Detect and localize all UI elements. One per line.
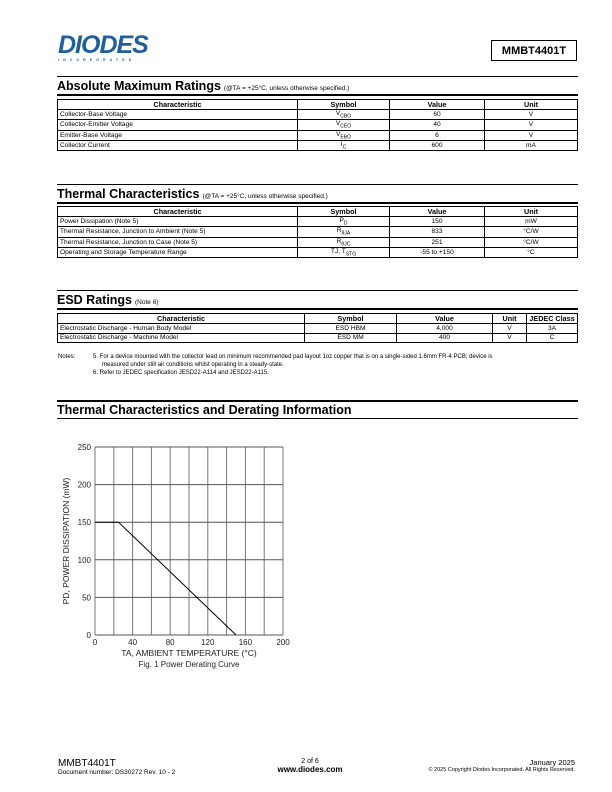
thermal-title bbox=[57, 187, 328, 201]
column-header: Characteristic bbox=[58, 207, 298, 217]
y-tick-label: 250 bbox=[77, 443, 91, 452]
x-tick-label: 80 bbox=[165, 638, 175, 647]
column-header: Characteristic bbox=[58, 100, 298, 110]
symbol-subscript: EBO bbox=[340, 133, 351, 140]
y-tick-label: 50 bbox=[82, 593, 91, 603]
cell-unit: °C bbox=[485, 247, 578, 257]
cell-unit: V bbox=[485, 130, 578, 140]
x-tick-label: 200 bbox=[276, 638, 290, 647]
x-tick-label: 40 bbox=[128, 638, 138, 647]
cell-value: 60 bbox=[390, 110, 485, 120]
symbol-main: R bbox=[336, 237, 342, 245]
notes-label: Notes: bbox=[58, 354, 76, 360]
table-header-row bbox=[58, 314, 578, 324]
table-row bbox=[58, 333, 578, 343]
note-5: 5. For a device mounted with the collector lead on minimum recommended pad layout 1oz copper that is on a single-sided 1.6mm FR-4 PCB; device is bbox=[93, 354, 493, 360]
symbol-subscript: D bbox=[343, 220, 348, 227]
symbol-main: V bbox=[336, 130, 341, 138]
footer-website[interactable]: www.diodes.com bbox=[277, 765, 343, 774]
x-axis-label: TA, AMBIENT TEMPERATURE (°C) bbox=[121, 648, 257, 658]
cell-symbol bbox=[298, 140, 390, 150]
cell-characteristic: Power Dissipation (Note 5) bbox=[58, 217, 298, 227]
cell-characteristic: Thermal Resistance, Junction to Ambient (Note 5) bbox=[58, 227, 298, 237]
footer-center bbox=[260, 758, 360, 774]
cell-characteristic: Collector-Base Voltage bbox=[58, 110, 298, 120]
series-line-pd bbox=[95, 522, 236, 635]
symbol-main: I bbox=[340, 140, 343, 148]
symbol-subscript: CBO bbox=[340, 113, 352, 120]
cell-unit: V bbox=[485, 120, 578, 130]
cell-unit: °C/W bbox=[485, 237, 578, 247]
symbol-main: V bbox=[335, 110, 341, 117]
cell-jedec: C bbox=[527, 333, 578, 343]
table-row bbox=[58, 247, 578, 257]
cell-characteristic: Collector-Emitter Voltage bbox=[58, 120, 298, 130]
cell-symbol: ESD HBM bbox=[305, 324, 397, 334]
table-header-row bbox=[58, 100, 578, 110]
derating-title: Thermal Characteristics and Derating Information bbox=[57, 403, 352, 417]
note-5-cont: measured under still air conditions whilst operating in a steady-state. bbox=[102, 362, 284, 368]
footer-page: 2 of 6 bbox=[301, 758, 319, 765]
cell-symbol bbox=[298, 227, 390, 237]
symbol-main: V bbox=[335, 120, 341, 128]
cell-symbol bbox=[298, 120, 390, 130]
logo-text: DIODES bbox=[58, 31, 148, 59]
footer-date: January 2025 bbox=[529, 758, 575, 767]
footer-part: MMBT4401T bbox=[58, 758, 116, 769]
diodes-logo bbox=[58, 31, 160, 64]
cell-value: 150 bbox=[390, 217, 485, 227]
footer-doc-number: Document number: DS30272 Rev. 10 - 2 bbox=[58, 769, 176, 776]
column-header: Value bbox=[390, 100, 485, 110]
column-header: Unit bbox=[485, 100, 578, 110]
footer-copyright: © 2025 Copyright Diodes Incorporated. All Rights Reserved. bbox=[428, 767, 575, 773]
cell-characteristic: Emitter-Base Voltage bbox=[58, 130, 298, 140]
esd-table bbox=[57, 313, 578, 343]
section-divider bbox=[57, 308, 578, 310]
column-header: Value bbox=[397, 314, 493, 324]
table-row bbox=[58, 140, 578, 150]
x-tick-label: 120 bbox=[201, 638, 215, 647]
y-tick-label: 150 bbox=[77, 518, 91, 528]
esd-heading: ESD Ratings bbox=[57, 293, 133, 307]
cell-symbol bbox=[298, 237, 390, 247]
table-row bbox=[58, 120, 578, 130]
thermal-table bbox=[57, 206, 578, 258]
column-header: Characteristic bbox=[58, 314, 305, 324]
table-row bbox=[58, 237, 578, 247]
cell-unit: V bbox=[493, 324, 527, 334]
cell-unit: mA bbox=[485, 140, 578, 150]
symbol-subscript: θJA bbox=[341, 230, 351, 237]
cell-symbol bbox=[298, 110, 390, 120]
section-divider bbox=[57, 202, 578, 204]
column-header: Unit bbox=[485, 207, 578, 217]
cell-symbol: ESD MM bbox=[305, 333, 397, 343]
table-row bbox=[58, 217, 578, 227]
power-derating-chart bbox=[55, 435, 305, 675]
section-divider bbox=[57, 290, 578, 291]
cell-unit: mW bbox=[485, 217, 578, 227]
column-header: Symbol bbox=[305, 314, 397, 324]
esd-condition: (Note 6) bbox=[135, 299, 159, 306]
cell-characteristic: Collector Current bbox=[58, 140, 298, 150]
table-row bbox=[58, 130, 578, 140]
cell-value: 40 bbox=[390, 120, 485, 130]
cell-value: 400 bbox=[397, 333, 493, 343]
abs-max-table bbox=[57, 99, 578, 151]
symbol-subscript: STG bbox=[345, 251, 357, 258]
footer-right bbox=[428, 758, 575, 773]
abs-max-condition: (@TA = +25°C, unless otherwise specified.) bbox=[223, 85, 350, 92]
cell-characteristic: Electrostatic Discharge - Human Body Model bbox=[58, 324, 305, 334]
section-divider bbox=[57, 418, 578, 419]
cell-value: -55 to +150 bbox=[390, 247, 485, 257]
thermal-heading: Thermal Characteristics bbox=[57, 187, 200, 201]
y-tick-label: 100 bbox=[77, 555, 91, 565]
thermal-condition: (@TA = +25°C, unless otherwise specified.) bbox=[202, 193, 328, 200]
symbol-subscript: θJC bbox=[341, 240, 351, 247]
table-header-row bbox=[58, 207, 578, 217]
column-header: JEDEC Class bbox=[527, 314, 578, 324]
column-header: Unit bbox=[493, 314, 527, 324]
symbol-main: P bbox=[339, 217, 344, 224]
symbol-main: TJ, T bbox=[330, 247, 346, 255]
symbol-subscript: CEO bbox=[340, 123, 352, 130]
table-row bbox=[58, 324, 578, 334]
cell-value: 251 bbox=[390, 237, 485, 247]
part-number-box: MMBT4401T bbox=[491, 40, 577, 61]
section-divider bbox=[57, 94, 578, 96]
symbol-subscript: C bbox=[342, 144, 347, 151]
cell-jedec: 3A bbox=[527, 324, 578, 334]
column-header: Symbol bbox=[298, 207, 390, 217]
table-row bbox=[58, 110, 578, 120]
column-header: Value bbox=[390, 207, 485, 217]
column-header: Symbol bbox=[298, 100, 390, 110]
cell-value: 600 bbox=[390, 140, 485, 150]
cell-characteristic: Thermal Resistance, Junction to Case (Note 5) bbox=[58, 237, 298, 247]
y-axis-label: PD, POWER DISSIPATION (mW) bbox=[61, 477, 71, 605]
cell-unit: °C/W bbox=[485, 227, 578, 237]
cell-characteristic: Operating and Storage Temperature Range bbox=[58, 247, 298, 257]
esd-title bbox=[57, 293, 159, 307]
cell-value: 4,000 bbox=[397, 324, 493, 334]
cell-value: 833 bbox=[390, 227, 485, 237]
note-6: 6. Refer to JEDEC specification JESD22-A114 and JESD22-A115. bbox=[93, 370, 269, 376]
cell-value: 6 bbox=[390, 130, 485, 140]
cell-characteristic: Electrostatic Discharge - Machine Model bbox=[58, 333, 305, 343]
chart-title: Fig. 1 Power Derating Curve bbox=[138, 660, 240, 669]
y-tick-label: 200 bbox=[77, 480, 91, 490]
section-divider bbox=[57, 76, 578, 77]
footer-left bbox=[58, 758, 175, 776]
abs-max-title bbox=[57, 79, 349, 93]
cell-unit: V bbox=[493, 333, 527, 343]
table-row bbox=[58, 227, 578, 237]
cell-symbol bbox=[298, 217, 390, 227]
logo-subtext: INCORPORATED bbox=[58, 58, 136, 62]
section-divider bbox=[57, 184, 578, 185]
section-divider bbox=[57, 400, 578, 402]
x-tick-label: 0 bbox=[92, 638, 98, 647]
symbol-main: R bbox=[336, 227, 342, 235]
cell-symbol bbox=[298, 130, 390, 140]
cell-symbol bbox=[298, 247, 390, 257]
y-tick-label: 0 bbox=[86, 631, 91, 640]
cell-unit: V bbox=[485, 110, 578, 120]
x-tick-label: 160 bbox=[238, 638, 253, 647]
abs-max-heading: Absolute Maximum Ratings bbox=[57, 79, 221, 93]
